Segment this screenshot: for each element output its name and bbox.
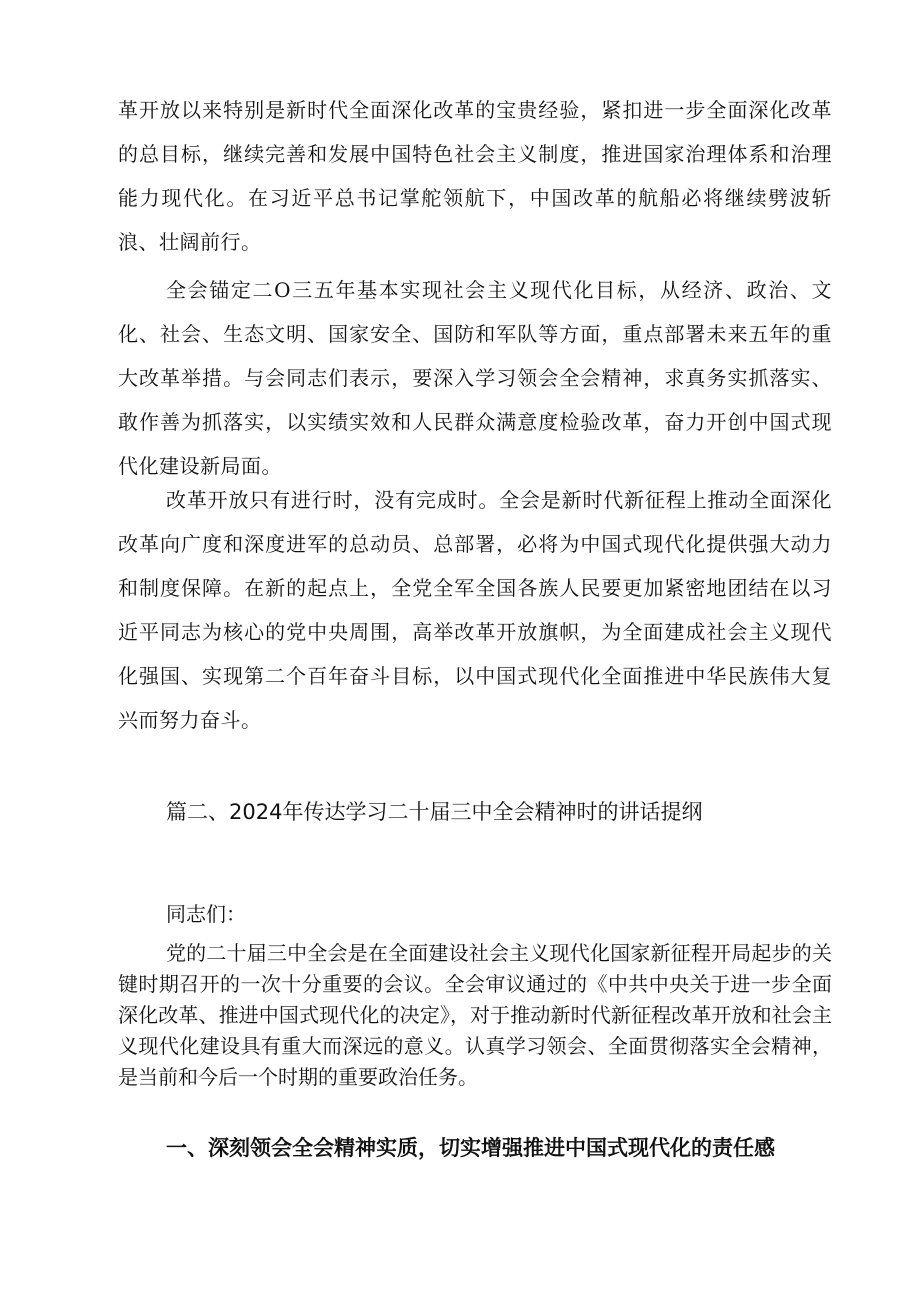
intro-paragraph: 党的二十届三中全会是在全面建设社会主义现代化国家新征程开局起步的关键时期召开的一次十分重要的会议。全会审议通过的《中共中央关于进一步全面深化改革、推进中国式现代化的决定》，对于推动新时代新征程改革开放和社会主义现代化建设具有重大而深远的意义。认真学习领会、全面贯彻落实全会精神，是当前和今后一个时期的重要政治任务。: [118, 941, 832, 1089]
continued-paragraph: 革开放以来特别是新时代全面深化改革的宝贵经验，紧扣进一步全面深化改革的总目标，继续完善和发展中国特色社会主义制度，推进国家治理体系和治理能力现代化。在习近平总书记掌舵领航下，中国改革的航船必将继续劈波斩浪、壮阔前行。: [118, 98, 832, 254]
paragraph-plenum-goals: 全会锚定二O三五年基本实现社会主义现代化目标，从经济、政治、文化、社会、生态文明、国家安全、国防和军队等方面，重点部署未来五年的重大改革举措。与会同志们表示，要深入学习领会全会精神，求真务实抓落实、敢作善为抓落实，以实绩实效和人民群众满意度检验改革，奋力开创中国式现代化建设新局面。: [118, 278, 832, 478]
greeting: 同志们：: [166, 902, 246, 926]
subheading: 一、深刻领会全会精神实质，切实增强推进中国式现代化的责任感: [166, 1136, 775, 1160]
section-heading: 篇二、2024年传达学习二十届三中全会精神时的讲话提纲: [166, 800, 703, 824]
paragraph-reform-ongoing: 改革开放只有进行时，没有完成时。全会是新时代新征程上推动全面深化改革向广度和深度进军的总动员、总部署，必将为中国式现代化提供强大动力和制度保障。在新的起点上，全党全军全国各族人民要更加紧密地团结在以习近平同志为核心的党中央周围，高举改革开放旗帜，为全面建成社会主义现代化强国、实现第二个百年奋斗目标，以中国式现代化全面推进中华民族伟大复兴而努力奋斗。: [118, 488, 832, 732]
